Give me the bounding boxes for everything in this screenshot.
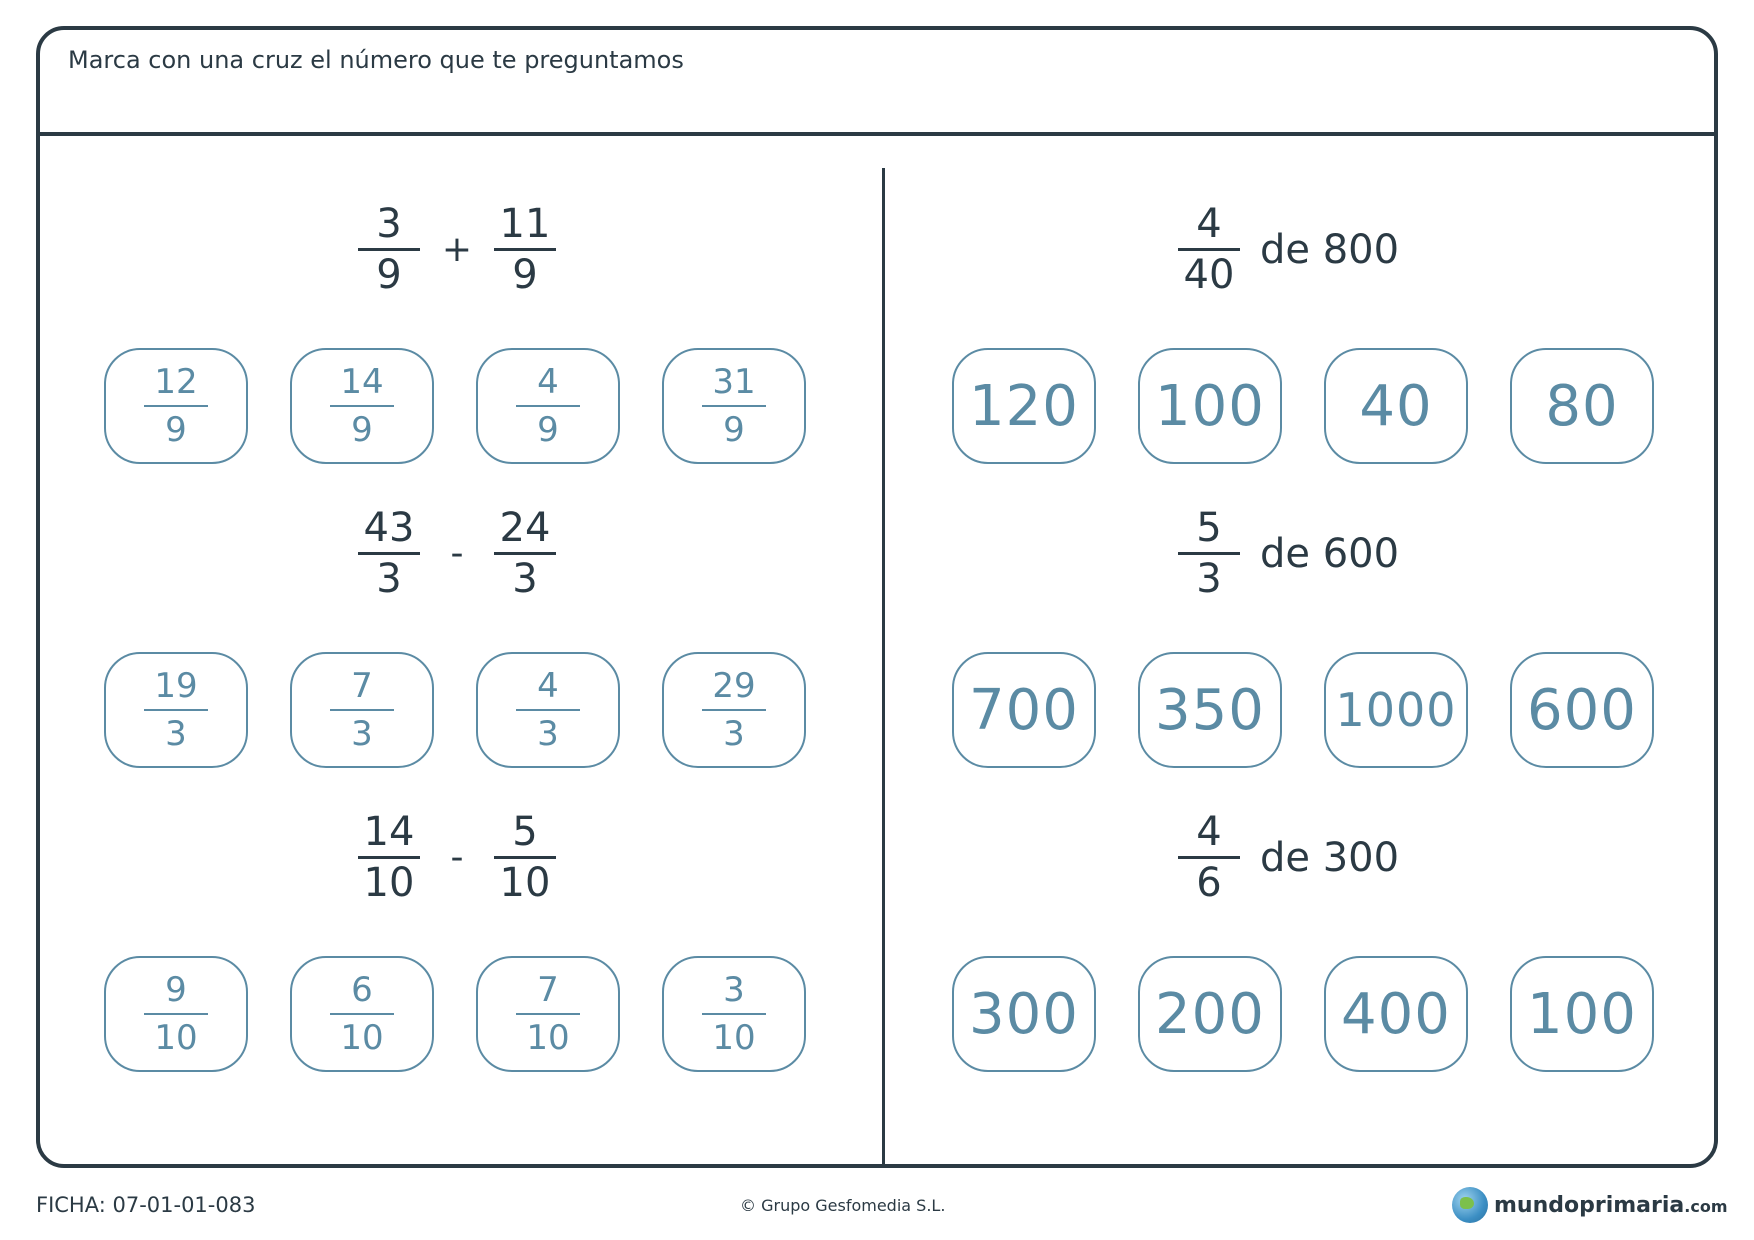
answer-option[interactable] xyxy=(1324,956,1468,1072)
denominator: 3 xyxy=(351,714,373,754)
fraction xyxy=(330,359,394,453)
answer-option[interactable] xyxy=(476,652,620,768)
fraction xyxy=(516,967,580,1061)
fraction xyxy=(358,200,420,299)
column-divider xyxy=(882,168,885,1166)
option-value: 600 xyxy=(1527,677,1637,743)
fraction xyxy=(330,967,394,1061)
numerator: 29 xyxy=(712,666,756,706)
answer-option[interactable] xyxy=(952,956,1096,1072)
fraction xyxy=(702,663,766,757)
option-value: 120 xyxy=(969,373,1079,439)
fraction xyxy=(516,663,580,757)
right-problem-1 xyxy=(1178,200,1399,299)
denominator: 3 xyxy=(376,556,402,602)
worksheet-frame xyxy=(36,26,1718,1168)
answer-option[interactable] xyxy=(476,348,620,464)
instruction-text: Marca con una cruz el número que te preguntamos xyxy=(68,46,684,74)
fraction xyxy=(358,504,420,603)
numerator: 14 xyxy=(340,362,384,402)
right-problem-3 xyxy=(1178,808,1399,907)
fraction xyxy=(494,200,556,299)
site-logo[interactable] xyxy=(1452,1187,1728,1223)
option-value: 80 xyxy=(1545,373,1619,439)
answer-option[interactable] xyxy=(476,956,620,1072)
answer-option[interactable] xyxy=(662,348,806,464)
fraction xyxy=(358,808,420,907)
numerator: 5 xyxy=(1196,505,1222,551)
right-options-1 xyxy=(952,348,1654,464)
numerator: 4 xyxy=(1196,809,1222,855)
fraction xyxy=(330,663,394,757)
right-problem-2 xyxy=(1178,504,1399,603)
answer-option[interactable] xyxy=(662,956,806,1072)
answer-option[interactable] xyxy=(1138,348,1282,464)
denominator: 9 xyxy=(376,252,402,298)
left-problem-3 xyxy=(358,808,556,907)
answer-option[interactable] xyxy=(104,348,248,464)
answer-option[interactable] xyxy=(290,956,434,1072)
denominator: 6 xyxy=(1196,860,1222,906)
answer-option[interactable] xyxy=(1138,956,1282,1072)
numerator: 3 xyxy=(376,201,402,247)
logo-suffix-text: .com xyxy=(1684,1196,1728,1216)
numerator: 31 xyxy=(712,362,756,402)
option-value: 200 xyxy=(1155,981,1265,1047)
operator: - xyxy=(450,533,464,574)
denominator: 10 xyxy=(499,860,551,906)
numerator: 43 xyxy=(363,505,415,551)
fraction xyxy=(494,504,556,603)
numerator: 4 xyxy=(1196,201,1222,247)
option-value: 400 xyxy=(1341,981,1451,1047)
globe-icon xyxy=(1452,1187,1488,1223)
numerator: 7 xyxy=(351,666,373,706)
denominator: 10 xyxy=(340,1018,384,1058)
answer-option[interactable] xyxy=(1510,348,1654,464)
fraction xyxy=(702,359,766,453)
of-quantity-text: de 300 xyxy=(1260,834,1400,881)
fraction xyxy=(144,359,208,453)
header-divider xyxy=(40,132,1714,136)
numerator: 14 xyxy=(363,809,415,855)
numerator: 3 xyxy=(723,970,745,1010)
option-value: 700 xyxy=(969,677,1079,743)
fraction xyxy=(1178,808,1240,907)
answer-option[interactable] xyxy=(662,652,806,768)
numerator: 4 xyxy=(537,362,559,402)
left-problem-2 xyxy=(358,504,556,603)
denominator: 9 xyxy=(512,252,538,298)
denominator: 9 xyxy=(723,410,745,450)
numerator: 24 xyxy=(499,505,551,551)
denominator: 9 xyxy=(351,410,373,450)
answer-option[interactable] xyxy=(1138,652,1282,768)
denominator: 10 xyxy=(712,1018,756,1058)
denominator: 3 xyxy=(537,714,559,754)
denominator: 10 xyxy=(363,860,415,906)
fraction xyxy=(144,967,208,1061)
left-problem-1 xyxy=(358,200,556,299)
denominator: 9 xyxy=(165,410,187,450)
answer-option[interactable] xyxy=(952,652,1096,768)
operator: - xyxy=(450,837,464,878)
numerator: 5 xyxy=(512,809,538,855)
answer-option[interactable] xyxy=(952,348,1096,464)
denominator: 40 xyxy=(1183,252,1235,298)
answer-option[interactable] xyxy=(1324,652,1468,768)
answer-option[interactable] xyxy=(290,652,434,768)
denominator: 3 xyxy=(512,556,538,602)
denominator: 3 xyxy=(723,714,745,754)
numerator: 12 xyxy=(154,362,198,402)
operator: + xyxy=(441,229,473,270)
of-quantity-text: de 800 xyxy=(1260,226,1400,273)
left-options-1 xyxy=(104,348,806,464)
option-value: 40 xyxy=(1359,373,1433,439)
denominator: 10 xyxy=(526,1018,570,1058)
of-quantity-text: de 600 xyxy=(1260,530,1400,577)
fraction xyxy=(144,663,208,757)
fraction xyxy=(702,967,766,1061)
option-value: 1000 xyxy=(1335,683,1457,737)
right-options-2 xyxy=(952,652,1654,768)
worksheet-code: FICHA: 07-01-01-083 xyxy=(36,1193,256,1217)
right-options-3 xyxy=(952,956,1654,1072)
answer-option[interactable] xyxy=(1510,956,1654,1072)
answer-option[interactable] xyxy=(1510,652,1654,768)
left-options-3 xyxy=(104,956,806,1072)
numerator: 7 xyxy=(537,970,559,1010)
fraction xyxy=(494,808,556,907)
fraction xyxy=(516,359,580,453)
denominator: 3 xyxy=(165,714,187,754)
numerator: 6 xyxy=(351,970,373,1010)
numerator: 9 xyxy=(165,970,187,1010)
numerator: 19 xyxy=(154,666,198,706)
numerator: 4 xyxy=(537,666,559,706)
answer-option[interactable] xyxy=(1324,348,1468,464)
option-value: 350 xyxy=(1155,677,1265,743)
copyright-text: © Grupo Gesfomedia S.L. xyxy=(740,1196,946,1215)
option-value: 300 xyxy=(969,981,1079,1047)
denominator: 9 xyxy=(537,410,559,450)
answer-option[interactable] xyxy=(104,652,248,768)
logo-main-text: mundoprimaria xyxy=(1494,1192,1685,1218)
logo-wordmark xyxy=(1494,1193,1728,1218)
answer-option[interactable] xyxy=(290,348,434,464)
denominator: 10 xyxy=(154,1018,198,1058)
option-value: 100 xyxy=(1155,373,1265,439)
denominator: 3 xyxy=(1196,556,1222,602)
answer-option[interactable] xyxy=(104,956,248,1072)
fraction xyxy=(1178,200,1240,299)
option-value: 100 xyxy=(1527,981,1637,1047)
left-options-2 xyxy=(104,652,806,768)
numerator: 11 xyxy=(499,201,551,247)
fraction xyxy=(1178,504,1240,603)
